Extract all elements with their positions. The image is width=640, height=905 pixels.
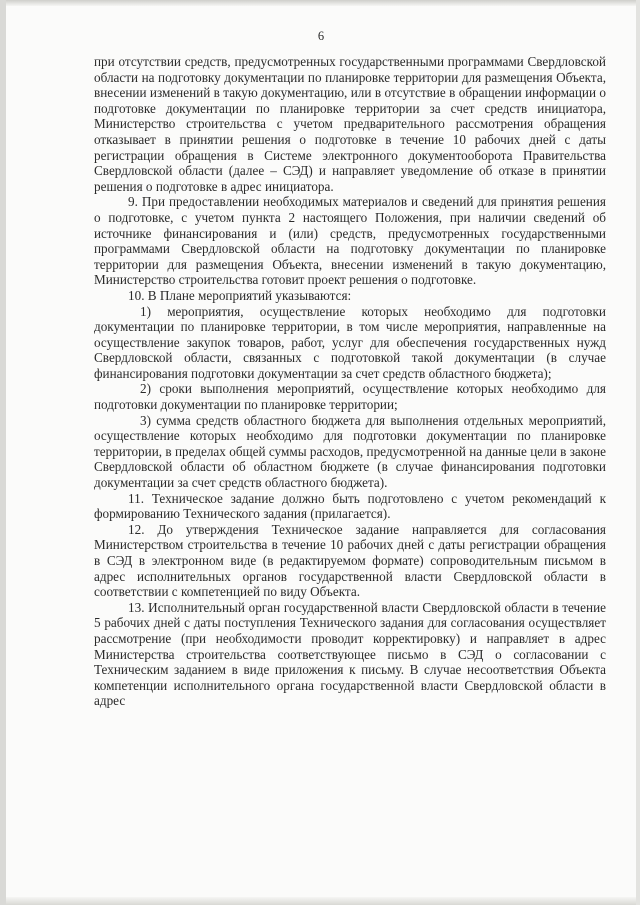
scan-edge-bottom bbox=[6, 897, 636, 905]
scan-edge-top bbox=[6, 0, 636, 6]
paragraph-continuation: при отсутствии средств, предусмотренных государственными программами Свердловской области на подготовку документации по планировке территории для размещения Объекта, внесении изменений в такую документацию, или в отсутствие в обращении информации о подготовке документации по планировке территории за счет средств инициатора, Министерство строительства с учетом предварительного рассмотрения обращения отказывает в принятии решения о подготовке в течение 10 рабочих дней с даты регистрации обращения в Системе электронного документооборота Правительства Свердловской области (далее – СЭД) и направляет уведомление об отказе в принятии решения о подготовке в адрес инициатора. bbox=[94, 54, 606, 194]
paragraph-10: 10. В Плане мероприятий указываются: bbox=[128, 287, 352, 303]
page-number: 6 bbox=[317, 29, 325, 43]
list-item-2: 2) сроки выполнения мероприятий, осуществление которых необходимо для подготовки документации по планировке территории; bbox=[94, 381, 606, 413]
list-item-3: 3) сумма средств областного бюджета для выполнения отдельных мероприятий, осуществление которых необходимо для подготовки документации по планировке территории, в пределах общей суммы расходов, предусмотренной на данные цели в законе Свердловской области об областном бюджете (в случае финансирования подготовки документации за счет средств областного бюджета). bbox=[94, 412, 606, 491]
paragraph-11: 11. Техническое задание должно быть подготовлено с учетом рекомендаций к формированию Технического задания (прилагается). bbox=[94, 490, 606, 522]
paragraph-9: 9. При предоставлении необходимых материалов и сведений для принятия решения о подготовке, с учетом пункта 2 настоящего Положения, при наличии сведений об источнике финансирования и (или) средств, предусмотренных государственными программами Свердловской области на подготовку документации по планировке территории для размещения Объекта, внесении изменений в такую документацию, Министерство строительства готовит проект решения о подготовке. bbox=[94, 194, 606, 288]
list-item-1: 1) мероприятия, осуществление которых необходимо для подготовки документации по планировке территории, в том числе мероприятия, направленные на осуществление закупок товаров, работ, услуг для обеспечения государственных нужд Свердловской области, связанных с подготовкой такой документации (в случае финансирования подготовки документации за счет средств областного бюджета); bbox=[94, 303, 606, 381]
document-body bbox=[94, 54, 606, 709]
paragraph-12: 12. До утверждения Техническое задание направляется для согласования Министерством строительства в течение 10 рабочих дней с даты регистрации обращения в СЭД в электронном виде (в редактируемом формате) сопроводительным письмом в адрес исполнительных органов государственной власти Свердловской области в соответствии с компетенцией по виду Объекта. bbox=[94, 521, 606, 600]
paragraph-13: 13. Исполнительный орган государственной власти Свердловской области в течение 5 рабочих дней с даты поступления Технического задания для согласования осуществляет рассмотрение (при необходимости проводит корректировку) и направляет в адрес Министерства строительства соответствующее письмо в СЭД о согласовании с Техническим заданием в виде приложения к письму. В случае несоответствия Объекта компетенции исполнительного органа государственной власти Свердловской области в адрес bbox=[94, 599, 606, 709]
